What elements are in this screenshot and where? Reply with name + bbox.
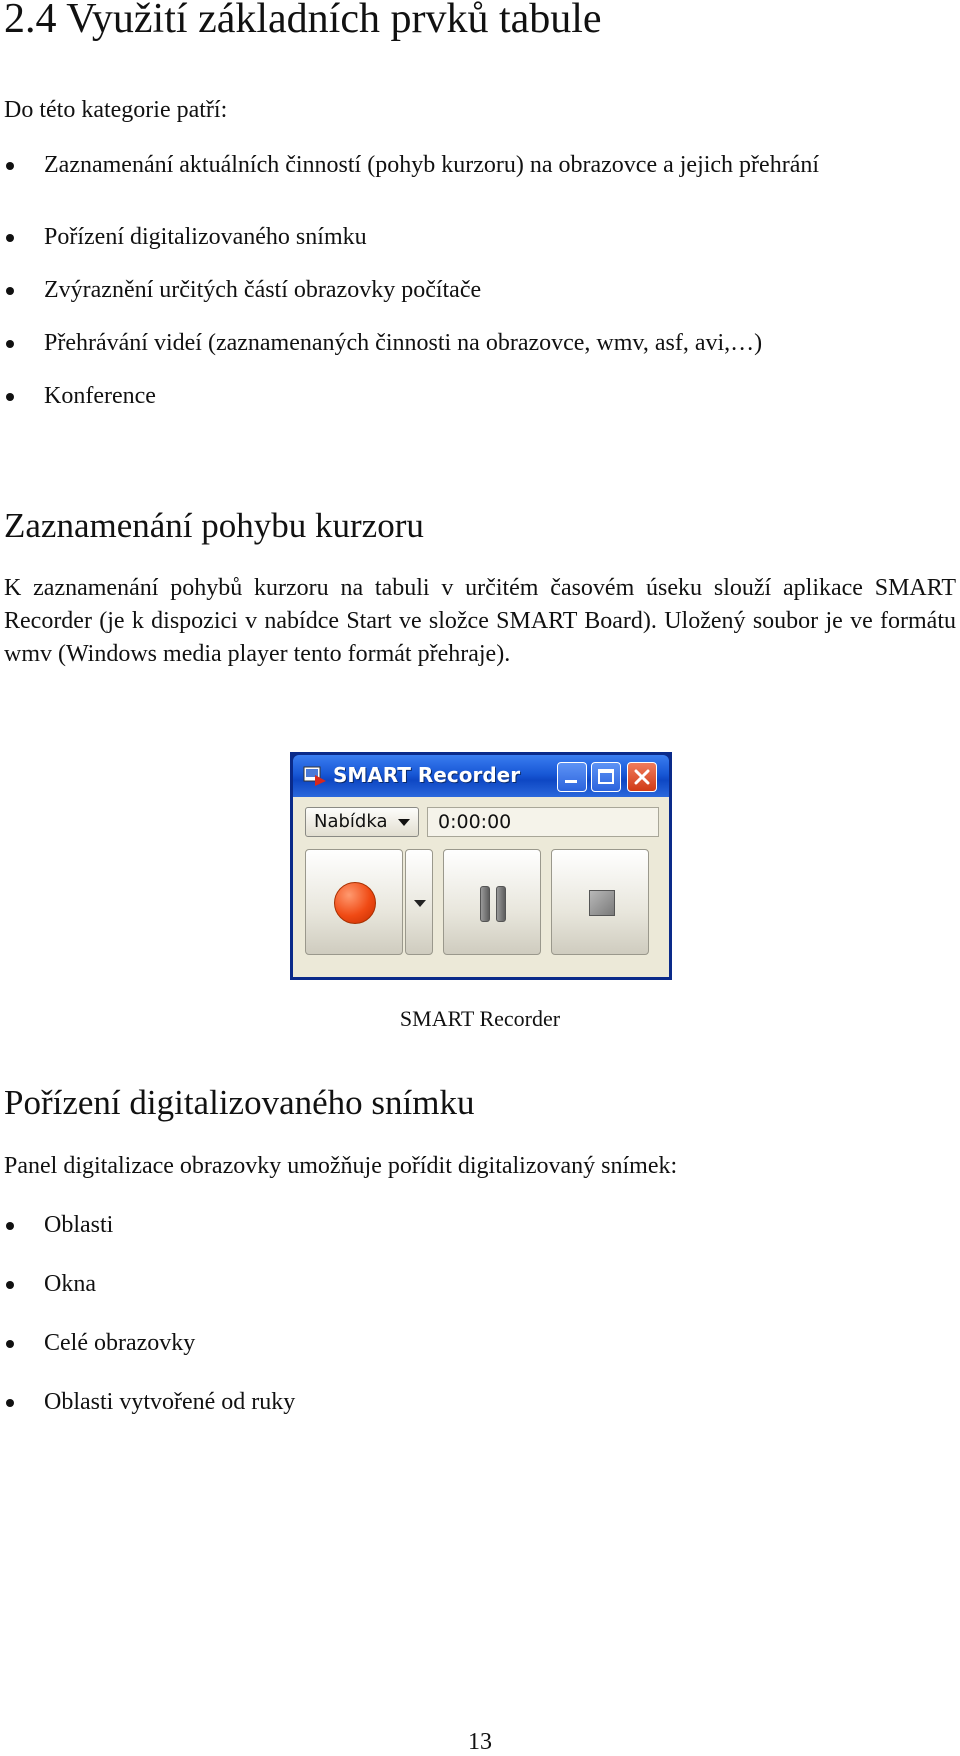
bullet-icon xyxy=(6,162,14,170)
dropdown-arrow-icon xyxy=(414,900,426,907)
window-client-area xyxy=(293,797,669,977)
section-heading: 2.4 Využití základních prvků tabule xyxy=(4,0,602,42)
subsection-heading: Zaznamenání pohybu kurzoru xyxy=(4,506,424,545)
record-icon xyxy=(334,882,376,924)
minimize-icon xyxy=(558,763,586,791)
close-button[interactable] xyxy=(627,762,657,792)
list-item: Pořízení digitalizovaného snímku xyxy=(0,222,956,253)
pause-bar xyxy=(480,886,490,922)
bullet-icon xyxy=(6,340,14,348)
body-paragraph: Panel digitalizace obrazovky umožňuje pořídit digitalizovaný snímek: xyxy=(4,1153,678,1179)
close-icon xyxy=(628,763,656,791)
list-item: Oblasti xyxy=(0,1210,956,1241)
app-icon xyxy=(303,765,327,787)
list-item: Zaznamenání aktuálních činností (pohyb kurzoru) na obrazovce a jejich přehrání xyxy=(0,150,956,212)
bullet-icon xyxy=(6,234,14,242)
minimize-button[interactable] xyxy=(557,762,587,792)
elapsed-time-display: 0:00:00 xyxy=(427,807,659,837)
bullet-icon xyxy=(6,1340,14,1348)
record-button[interactable] xyxy=(305,849,403,955)
intro-text: Do této kategorie patří: xyxy=(4,97,228,123)
list-item: Přehrávání videí (zaznamenaných činnosti na obrazovce, wmv, asf, avi,…) xyxy=(0,328,956,359)
maximize-button[interactable] xyxy=(591,762,621,792)
menu-dropdown-button[interactable] xyxy=(305,807,419,837)
capture-options-list xyxy=(0,1210,956,1418)
list-item: Zvýraznění určitých částí obrazovky počítače xyxy=(0,275,956,306)
category-list xyxy=(0,150,956,412)
stop-button[interactable] xyxy=(551,849,649,955)
pause-bar xyxy=(496,886,506,922)
bullet-icon xyxy=(6,393,14,401)
list-item: Okna xyxy=(0,1269,956,1300)
stop-icon xyxy=(589,890,615,916)
bullet-icon xyxy=(6,1399,14,1407)
bullet-icon xyxy=(6,287,14,295)
list-item: Oblasti vytvořené od ruky xyxy=(0,1387,956,1418)
subsection-heading: Pořízení digitalizovaného snímku xyxy=(4,1083,475,1122)
figure-caption: SMART Recorder xyxy=(399,1006,561,1031)
page-number: 13 xyxy=(468,1729,492,1755)
body-paragraph: K zaznamenání pohybů kurzoru na tabuli v určitém časovém úseku slouží aplikace SMART Recorder (je k dispozici v nabídce Start ve složce SMART Board). Uložený soubor je ve formátu wmv (Windows media player tento formát přehraje). xyxy=(4,575,956,667)
menu-label: Nabídka xyxy=(314,811,388,832)
list-item: Konference xyxy=(0,381,956,412)
maximize-icon xyxy=(592,763,620,791)
bullet-icon xyxy=(6,1281,14,1289)
chevron-down-icon xyxy=(398,819,410,826)
window-title: SMART Recorder xyxy=(333,763,521,787)
record-options-button[interactable] xyxy=(405,849,433,955)
smart-recorder-window xyxy=(290,752,672,980)
pause-button[interactable] xyxy=(443,849,541,955)
bullet-icon xyxy=(6,1222,14,1230)
list-item: Celé obrazovky xyxy=(0,1328,956,1359)
window-titlebar[interactable] xyxy=(293,755,669,797)
